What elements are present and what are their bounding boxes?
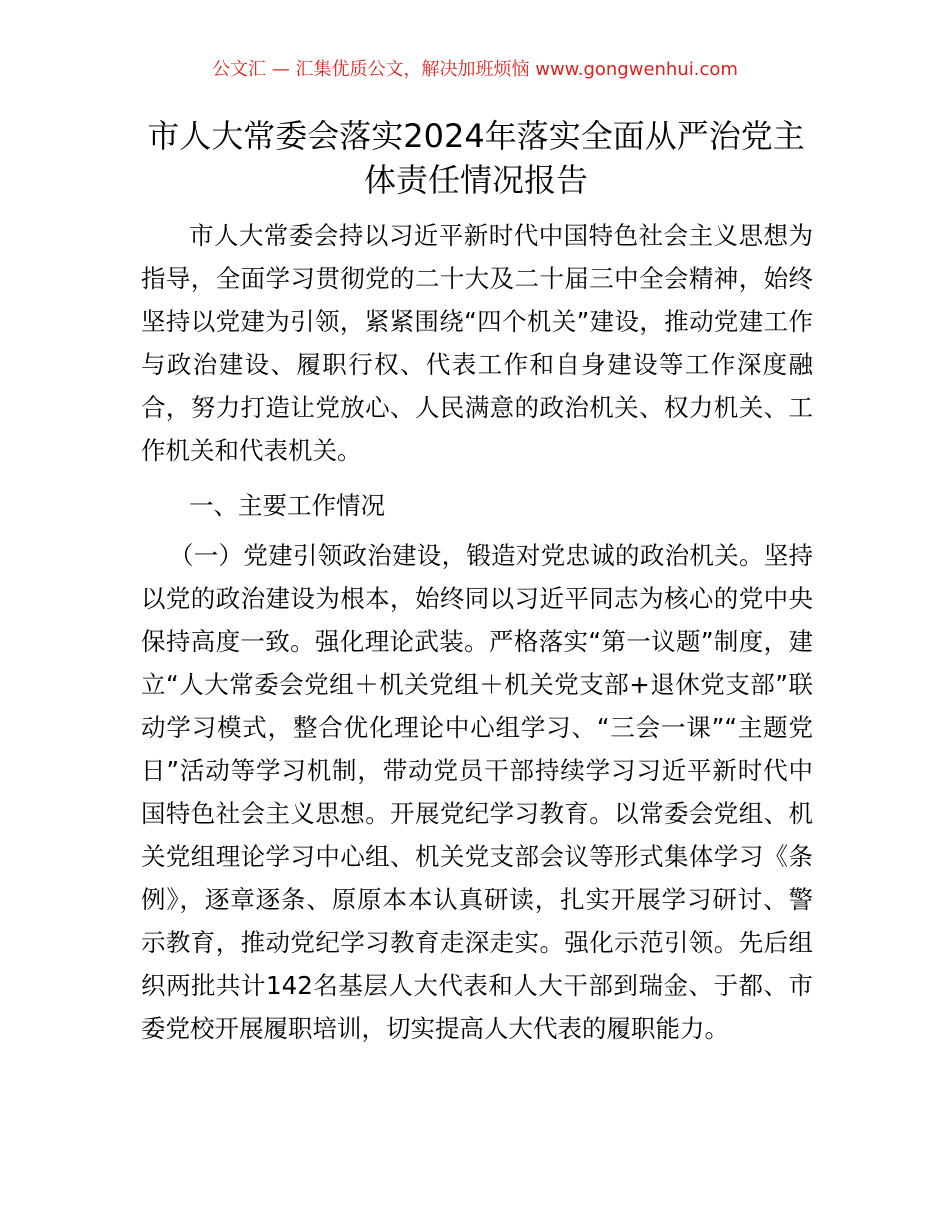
intro-paragraph: 市人大常委会持以习近平新时代中国特色社会主义思想为指导，全面学习贯彻党的二十大及二十届三中全会精神，始终坚持以党建为引领，紧紧围绕“四个机关”建设，推动党建工作与政治建设、履职行权、代表工作和自身建设等工作深度融合，努力打造让党放心、人民满意的政治机关、权力机关、工作机关和代表机关。 — [141, 221, 813, 465]
document-title: 市人大常委会落实2024年落实全面从严治党主体责任情况报告 — [147, 117, 805, 199]
section-heading: 一、主要工作情况 — [189, 491, 385, 520]
site-banner: 公文汇 — 汇集优质公文，解决加班烦恼 www.gongwenhui.com — [212, 59, 738, 80]
section-paragraph: （一）党建引领政治建设，锻造对党忠诚的政治机关。坚持以党的政治建设为根本，始终同以习近平同志为核心的党中央保持高度一致。强化理论武装。严格落实“第一议题”制度，建立“人大常委会党组＋机关党组＋机关党支部+退休党支部”联动学习模式，整合优化理论中心组学习、“三会一课”“主题党日”活动等学习机制，带动党员干部持续学习习近平新时代中国特色社会主义思想。开展党纪学习教育。以常委会党组、机关党组理论学习中心组、机关党支部会议等形式集体学习《条例》，逐章逐条、原原本本认真研读，扎实开展学习研讨、警示教育，推动党纪学习教育走深走实。强化示范引领。先后组织两批共计142名基层人大代表和人大干部到瑞金、于都、市委党校开展履职培训，切实提高人大代表的履职能力。 — [141, 541, 813, 1043]
